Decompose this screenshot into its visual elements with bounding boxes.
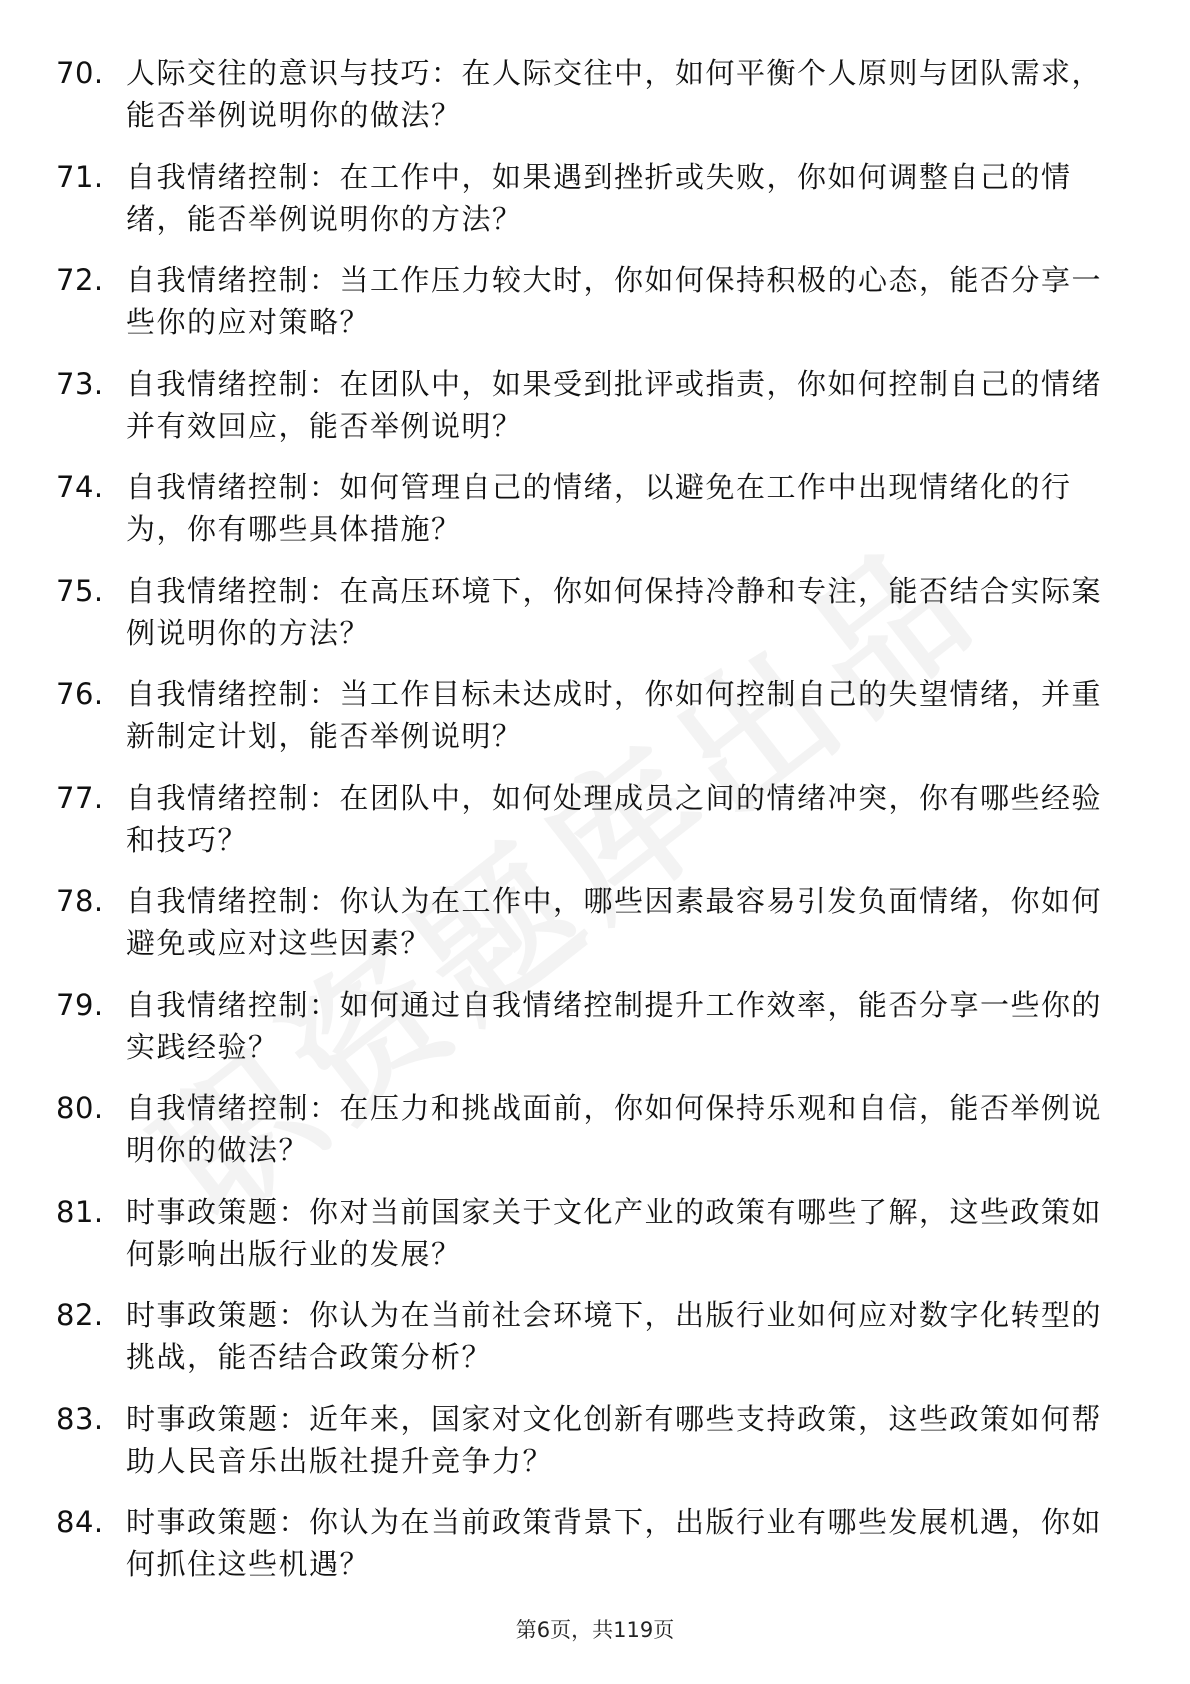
question-text: 自我情绪控制：在压力和挑战面前，你如何保持乐观和自信，能否举例说明你的做法？ [126, 1091, 1103, 1167]
question-text: 自我情绪控制：在团队中，如果受到批评或指责，你如何控制自己的情绪并有效回应，能否举例说明？ [126, 366, 1103, 443]
question-number: 78. [56, 884, 104, 918]
question-number: 74. [56, 470, 104, 504]
question-text: 自我情绪控制：在高压环境下，你如何保持冷静和专注，能否结合实际案例说明你的方法？ [126, 573, 1103, 650]
question-text: 自我情绪控制：在团队中，如何处理成员之间的情绪冲突，你有哪些经验和技巧？ [126, 780, 1103, 857]
question-item [0, 259, 1190, 363]
question-item [0, 777, 1190, 881]
question-list [0, 52, 1190, 1605]
question-item [0, 673, 1190, 777]
question-number: 71. [56, 159, 104, 194]
question-number: 75. [56, 573, 104, 608]
question-text: 时事政策题：你对当前国家关于文化产业的政策有哪些了解，这些政策如何影响出版行业的发展？ [126, 1194, 1103, 1271]
question-number: 83. [56, 1401, 104, 1436]
question-number: 73. [56, 366, 104, 401]
page-footer: 第6页，共119页 [515, 1618, 675, 1642]
question-item [0, 880, 1190, 984]
question-text: 时事政策题：近年来，国家对文化创新有哪些支持政策，这些政策如何帮助人民音乐出版社提升竞争力？ [126, 1401, 1103, 1478]
question-item [0, 984, 1190, 1088]
question-text: 自我情绪控制：在工作中，如果遇到挫折或失败，你如何调整自己的情绪，能否举例说明你的方法？ [126, 159, 1072, 236]
question-item [0, 1398, 1190, 1502]
question-text: 自我情绪控制：当工作压力较大时，你如何保持积极的心态，能否分享一些你的应对策略？ [126, 263, 1103, 339]
question-item [0, 1087, 1190, 1191]
question-item [0, 363, 1190, 467]
question-text: 人际交往的意识与技巧：在人际交往中，如何平衡个人原则与团队需求，能否举例说明你的做法？ [126, 56, 1103, 132]
question-item [0, 1191, 1190, 1295]
question-item [0, 156, 1190, 260]
question-number: 76. [56, 677, 104, 711]
question-number: 80. [56, 1091, 104, 1125]
question-text: 时事政策题：你认为在当前社会环境下，出版行业如何应对数字化转型的挑战，能否结合政策分析？ [126, 1298, 1103, 1374]
question-number: 77. [56, 780, 104, 815]
question-item [0, 1501, 1190, 1605]
question-number: 84. [56, 1505, 104, 1539]
question-number: 82. [56, 1298, 104, 1332]
question-item [0, 466, 1190, 570]
question-item [0, 52, 1190, 156]
question-number: 79. [56, 987, 104, 1022]
question-text: 自我情绪控制：如何通过自我情绪控制提升工作效率，能否分享一些你的实践经验？ [126, 987, 1103, 1064]
question-number: 81. [56, 1194, 104, 1229]
question-number: 72. [56, 263, 104, 297]
question-text: 自我情绪控制：如何管理自己的情绪，以避免在工作中出现情绪化的行为，你有哪些具体措施？ [126, 470, 1072, 546]
question-text: 自我情绪控制：你认为在工作中，哪些因素最容易引发负面情绪，你如何避免或应对这些因素？ [126, 884, 1103, 960]
question-number: 70. [56, 56, 104, 90]
question-text: 自我情绪控制：当工作目标未达成时，你如何控制自己的失望情绪，并重新制定计划，能否举例说明？ [126, 677, 1103, 753]
question-item [0, 1294, 1190, 1398]
question-text: 时事政策题：你认为在当前政策背景下，出版行业有哪些发展机遇，你如何抓住这些机遇？ [126, 1505, 1103, 1581]
question-item [0, 570, 1190, 674]
